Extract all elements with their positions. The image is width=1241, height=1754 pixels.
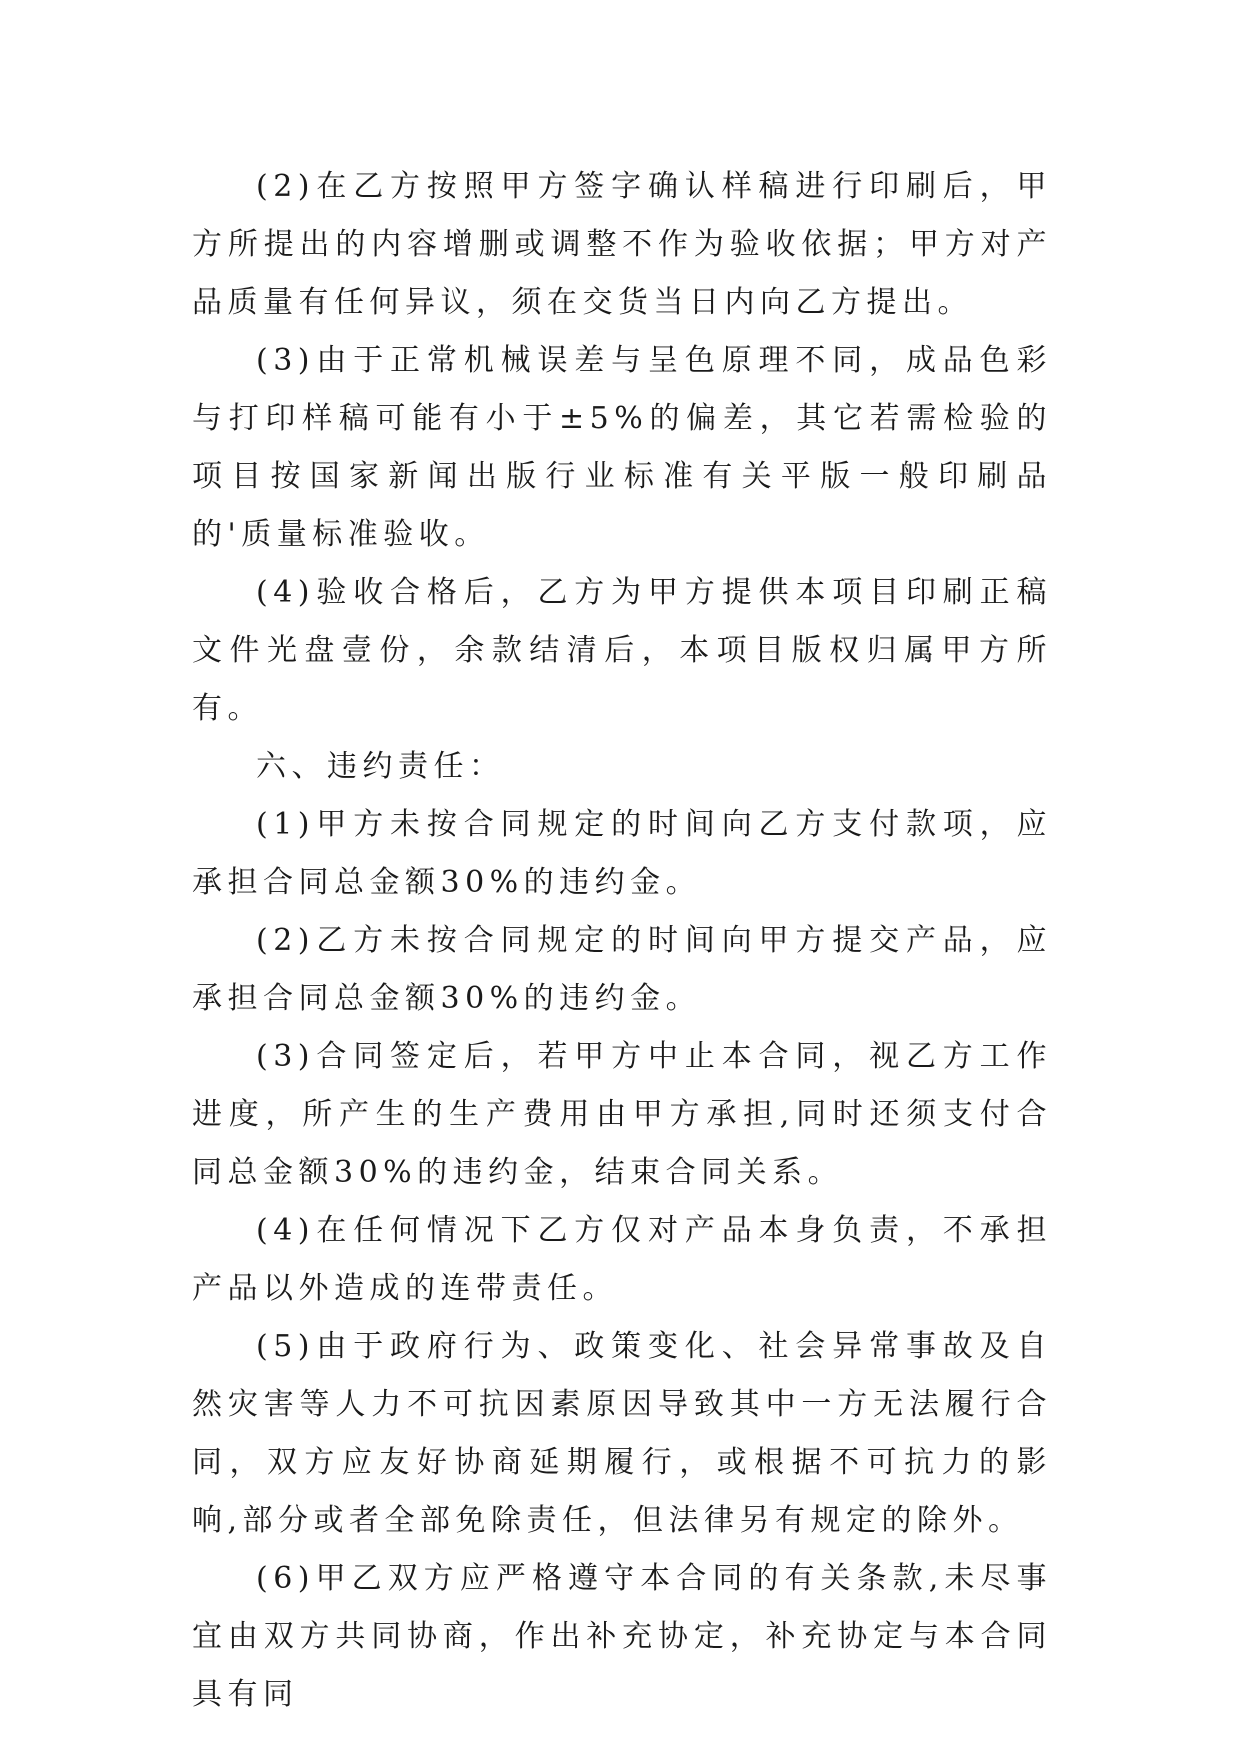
clause-6-5: (5)由于政府行为、政策变化、社会异常事故及自然灾害等人力不可抗因素原因导致其中一方无法履行合同，双方应友好协商延期履行，或根据不可抗力的影响,部分或者全部免除责任，但法律另有规定的除外。 xyxy=(192,1329,1052,1538)
clause-6-6: (6)甲乙双方应严格遵守本合同的有关条款,未尽事宜由双方共同协商，作出补充协定，补充协定与本合同具有同 xyxy=(192,1561,1052,1712)
document-body xyxy=(192,158,1052,1724)
clause-6-1: (1)甲方未按合同规定的时间向乙方支付款项，应承担合同总金额30%的违约金。 xyxy=(192,807,1052,900)
clause-6-4: (4)在任何情况下乙方仅对产品本身负责，不承担产品以外造成的连带责任。 xyxy=(192,1213,1052,1306)
clause-5-4: (4)验收合格后，乙方为甲方提供本项目印刷正稿文件光盘壹份，余款结清后，本项目版权归属甲方所有。 xyxy=(192,575,1052,726)
section-heading-liability: 六、违约责任： xyxy=(256,749,505,784)
clause-5-3: (3)由于正常机械误差与呈色原理不同，成品色彩与打印样稿可能有小于±5%的偏差，其它若需检验的项目按国家新闻出版行业标准有关平版一般印刷品的'质量标准验收。 xyxy=(192,343,1052,552)
clause-6-2: (2)乙方未按合同规定的时间向甲方提交产品，应承担合同总金额30%的违约金。 xyxy=(192,923,1052,1016)
clause-6-3: (3)合同签定后，若甲方中止本合同，视乙方工作进度，所产生的生产费用由甲方承担,同时还须支付合同总金额30%的违约金，结束合同关系。 xyxy=(192,1039,1052,1190)
clause-5-2: (2)在乙方按照甲方签字确认样稿进行印刷后，甲方所提出的内容增删或调整不作为验收依据；甲方对产品质量有任何异议，须在交货当日内向乙方提出。 xyxy=(192,169,1052,320)
